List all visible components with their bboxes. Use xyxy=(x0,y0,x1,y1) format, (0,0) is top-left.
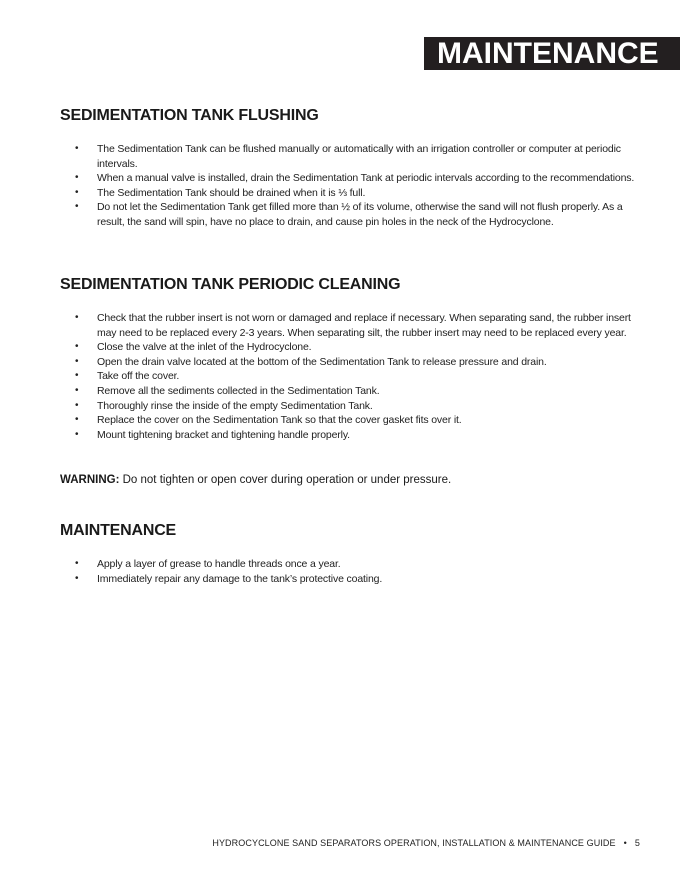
list-item: • The Sedimentation Tank can be flushed manually or automatically with an irrigation controller or computer at periodic intervals. xyxy=(75,143,621,170)
bullet-icon: • xyxy=(75,355,79,367)
list-item: • Mount tightening bracket and tightening handle properly. xyxy=(75,428,350,441)
bullet-icon: • xyxy=(75,572,79,584)
page-header-title: MAINTENANCE xyxy=(437,37,659,70)
bullet-icon: • xyxy=(75,399,79,411)
footer-guide-title: HYDROCYCLONE SAND SEPARATORS OPERATION, INSTALLATION & MAINTENANCE GUIDE xyxy=(212,838,616,848)
bullet-icon: • xyxy=(75,341,79,353)
section-heading: SEDIMENTATION TANK FLUSHING xyxy=(60,107,319,124)
section-heading: SEDIMENTATION TANK PERIODIC CLEANING xyxy=(60,276,401,293)
warning-note xyxy=(60,474,451,486)
section-maintenance xyxy=(60,522,640,586)
list-item: • Open the drain valve located at the bottom of the Sedimentation Tank to release pressure and drain. xyxy=(75,355,547,368)
bullet-icon: • xyxy=(75,558,79,569)
section-periodic-cleaning xyxy=(60,276,640,442)
bullet-icon: • xyxy=(75,143,79,154)
bullet-list xyxy=(60,311,640,442)
page-header-banner xyxy=(424,37,680,70)
list-item: • When a manual valve is installed, drain the Sedimentation Tank at periodic intervals according to the recommendations. xyxy=(75,172,635,185)
bullet-icon: • xyxy=(75,312,79,323)
warning-text: Do not tighten or open cover during operation or under pressure. xyxy=(119,474,452,486)
list-item: • Take off the cover. xyxy=(75,370,180,383)
list-item: • Replace the cover on the Sedimentation Tank so that the cover gasket fits over it. xyxy=(75,414,462,427)
bullet-icon: • xyxy=(75,201,79,213)
page-footer xyxy=(212,838,640,848)
warning-label: WARNING: xyxy=(60,474,120,486)
bullet-icon: • xyxy=(75,428,79,440)
bullet-icon: • xyxy=(75,384,79,396)
list-item: • Immediately repair any damage to the tank’s protective coating. xyxy=(75,572,383,585)
section-heading: MAINTENANCE xyxy=(60,522,177,539)
page-number: 5 xyxy=(634,838,640,848)
list-item: • Check that the rubber insert is not worn or damaged and replace if necessary. When separating sand, the rubber insert may need to be replaced every 2-3 years. When separating silt, the rubber insert may need to be replaced every year. xyxy=(75,312,631,339)
list-item: • Apply a layer of grease to handle threads once a year. xyxy=(75,558,341,570)
list-item: • Do not let the Sedimentation Tank get filled more than ½ of its volume, otherwise the sand will not flush properly. As a result, the sand will spin, have no place to drain, and cause pin holes in the neck of the Hydrocyclone. xyxy=(75,201,623,228)
list-item: • Close the valve at the inlet of the Hydrocyclone. xyxy=(75,341,312,354)
bullet-icon: • xyxy=(75,370,79,382)
bullet-icon: • xyxy=(75,414,79,426)
list-item: • Thoroughly rinse the inside of the empty Sedimentation Tank. xyxy=(75,399,373,412)
bullet-icon: • xyxy=(75,186,79,198)
list-item: • The Sedimentation Tank should be drained when it is ⅓ full. xyxy=(75,186,366,199)
bullet-list xyxy=(60,557,640,586)
bullet-icon: • xyxy=(75,172,79,184)
footer-separator: • xyxy=(623,838,627,848)
list-item: • Remove all the sediments collected in the Sedimentation Tank. xyxy=(75,384,380,397)
section-flushing xyxy=(60,107,640,230)
bullet-list xyxy=(60,142,640,230)
